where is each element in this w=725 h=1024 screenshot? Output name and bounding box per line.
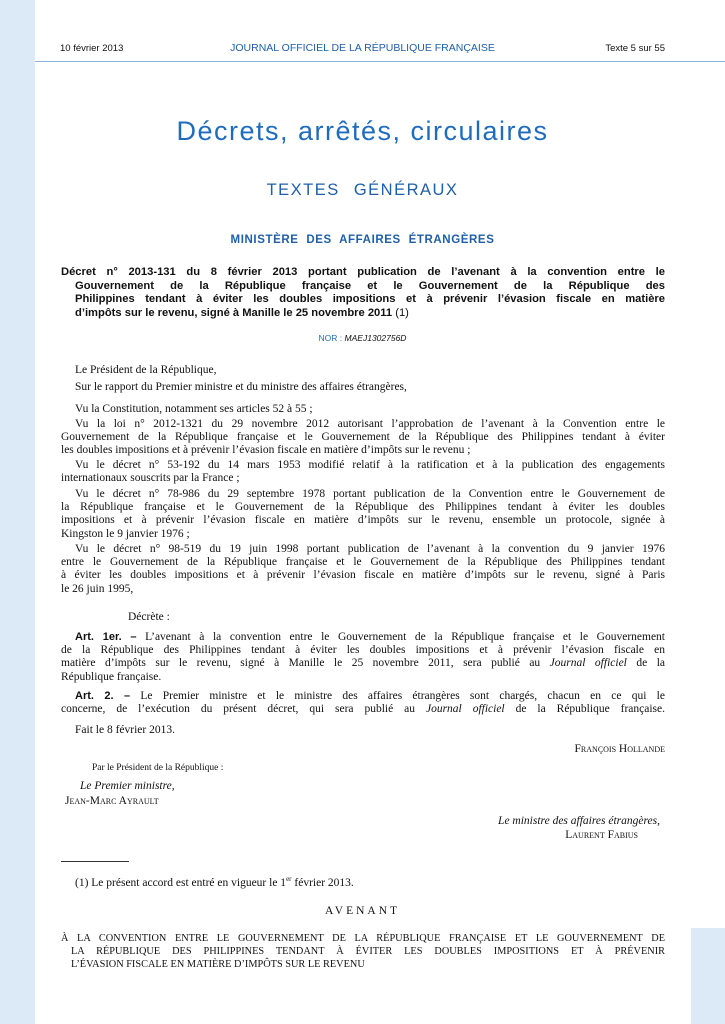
text-line: Décrète : xyxy=(128,611,170,623)
text-line: Gouvernement de la République française et le Gouvernement de la République des Philippines tendant à éviter xyxy=(61,431,665,444)
preamble-vu-decret-1978 xyxy=(61,488,665,541)
decree-title-line: Gouvernement de la République française et le Gouvernement de la République des xyxy=(75,279,665,292)
avenant-heading: AVENANT xyxy=(324,905,401,917)
nor-value: MAEJ1302756D xyxy=(344,333,407,343)
signature-president xyxy=(400,743,665,756)
text-line: Vu le décret n° 78-986 du 29 septembre 1978 portant publication de la Convention entre le Gouvernement de xyxy=(75,488,665,500)
footnote-text: (1) Le présent accord est entré en vigueur le 1 xyxy=(75,876,287,889)
text-line: internationaux souscrits par la France ; xyxy=(61,472,240,485)
decree-title-last-line xyxy=(61,307,665,321)
text-segment: matière d’impôts sur le revenu, signé à Manille le 25 novembre 2011, sera publié au xyxy=(61,657,541,670)
text-line: Fait le 8 février 2013. xyxy=(75,724,175,736)
text-line: L’ÉVASION FISCALE EN MATIÈRE D’IMPÔTS SUR LE REVENU xyxy=(71,959,365,970)
text-line: Le Président de la République, xyxy=(75,364,217,376)
preamble-rapport xyxy=(61,381,665,394)
ministry-heading: MINISTÈRE DES AFFAIRES ÉTRANGÈRES xyxy=(230,234,495,246)
text-line: Sur le rapport du Premier ministre et du ministre des affaires étrangères, xyxy=(75,381,407,393)
nor-reference xyxy=(0,333,725,343)
text-segment: Le Premier ministre et le ministre des affaires étrangères sont chargés, chacun en ce qui le xyxy=(140,690,665,702)
text-segment: de la xyxy=(636,657,666,670)
premier-ministre-name xyxy=(65,795,365,808)
journal-officiel-italic: Journal officiel xyxy=(549,657,627,670)
article-1 xyxy=(61,631,665,684)
header-journal-title: JOURNAL OFFICIEL DE LA RÉPUBLIQUE FRANÇAISE xyxy=(230,42,495,54)
text-segment: L’avenant à la convention entre le Gouvernement de la République française et le Gouvernement xyxy=(145,631,666,643)
subsection-title: TEXTES GÉNÉRAUX xyxy=(266,181,459,199)
decree-title-line: d’impôts sur le revenu, signé à Manille le 25 novembre 2011 xyxy=(75,306,393,319)
article-2-label: Art. 2. – xyxy=(75,690,131,702)
text-line xyxy=(61,703,665,716)
signatory-role: Le ministre des affaires étrangères, xyxy=(498,815,660,827)
text-segment: de la République française. xyxy=(515,703,665,716)
text-line: À LA CONVENTION ENTRE LE GOUVERNEMENT DE LA RÉPUBLIQUE FRANÇAISE ET LE GOUVERNEMENT DE xyxy=(61,933,665,944)
text-line: Vu le décret n° 98-519 du 19 juin 1998 portant publication de l’avenant à la convention du 9 janvier 1976 xyxy=(75,543,665,555)
text-line: à éviter les doubles impositions et à prévenir l’évasion fiscale en matière d’impôts sur le revenu, signé à Paris xyxy=(61,569,665,582)
text-line: Vu la loi n° 2012-1321 du 29 novembre 2012 autorisant l’approbation de l’avenant à la Convention entre le xyxy=(75,418,665,430)
signatory-name: Laurent Fabius xyxy=(565,829,638,841)
footnote-text: février 2013. xyxy=(294,876,354,889)
premier-ministre-role xyxy=(80,780,380,793)
section-title: Décrets, arrêtés, circulaires xyxy=(176,116,549,146)
ministre-name xyxy=(400,829,638,842)
avenant-title xyxy=(61,932,665,971)
text-line: entre le Gouvernement de la République française et le Gouvernement de la République des Philippines tendant xyxy=(61,556,665,569)
journal-officiel-italic: Journal officiel xyxy=(425,703,505,716)
decree-title-line: Décret n° 2013-131 du 8 février 2013 portant publication de l’avenant à la convention entre le xyxy=(61,266,665,278)
article-1-label: Art. 1er. – xyxy=(75,631,137,643)
signatory-name: Jean-Marc Ayrault xyxy=(65,795,159,807)
nor-label: NOR : xyxy=(318,333,343,343)
text-segment: concerne, de l’exécution du présent décret, qui sera publié au xyxy=(61,703,416,716)
preamble-vu-decret-1953 xyxy=(61,459,665,485)
text-line xyxy=(61,657,665,670)
right-margin-band xyxy=(691,928,725,1024)
text-line: Vu le décret n° 53-192 du 14 mars 1953 modifié relatif à la ratification et à la publication des engagements xyxy=(75,459,665,471)
page-header xyxy=(60,43,665,57)
text-line: le 26 juin 1995, xyxy=(61,582,134,595)
ministre-role xyxy=(400,815,660,828)
fait-date xyxy=(61,724,665,737)
footnote-divider xyxy=(61,861,129,862)
decrete xyxy=(128,611,328,624)
preamble-vu-constitution xyxy=(61,403,665,416)
decree-title-line: Philippines tendant à éviter les doubles impositions et à prévenir l’évasion fiscale en matière xyxy=(75,293,665,306)
text-line: République française. xyxy=(61,670,162,683)
text-line xyxy=(61,690,665,703)
text-line: de la République des Philippines tendant à éviter les doubles impositions et à prévenir l’évasion fiscale en xyxy=(61,644,665,657)
footnote-superscript: er xyxy=(286,875,292,883)
header-divider xyxy=(35,61,725,62)
decree-title xyxy=(61,266,665,320)
text-line: Kingston le 9 janvier 1976 ; xyxy=(61,527,190,540)
par-le-president: Par le Président de la République : xyxy=(92,763,224,773)
article-2 xyxy=(61,690,665,716)
text-line xyxy=(61,631,665,644)
preamble-vu-decret-1998 xyxy=(61,543,665,596)
header-text-count: Texte 5 sur 55 xyxy=(605,43,665,54)
signatory-role: Le Premier ministre, xyxy=(80,780,175,792)
text-line: la République française et le Gouvernement de la République des Philippines tendant à éviter les doubles xyxy=(61,501,665,514)
text-line: Vu la Constitution, notamment ses articles 52 à 55 ; xyxy=(75,403,313,415)
signatory-name: François Hollande xyxy=(574,743,665,755)
header-date: 10 février 2013 xyxy=(60,43,124,54)
footnote xyxy=(75,873,665,890)
preamble-president xyxy=(61,364,665,377)
text-line: impositions et à prévenir l’évasion fiscale en matière d’impôts sur le revenu, ensemble un protocole, signée à xyxy=(61,514,665,527)
footnote-reference[interactable]: (1) xyxy=(395,306,409,319)
text-line: LA RÉPUBLIQUE DES PHILIPPINES TENDANT À ÉVITER LES DOUBLES IMPOSITIONS ET À PRÉVENIR xyxy=(71,946,665,957)
preamble-vu-loi xyxy=(61,418,665,458)
left-margin-band xyxy=(0,0,35,1024)
text-line: les doubles impositions et à prévenir l’évasion fiscale en matière d’impôts sur le revenu ; xyxy=(61,444,471,457)
